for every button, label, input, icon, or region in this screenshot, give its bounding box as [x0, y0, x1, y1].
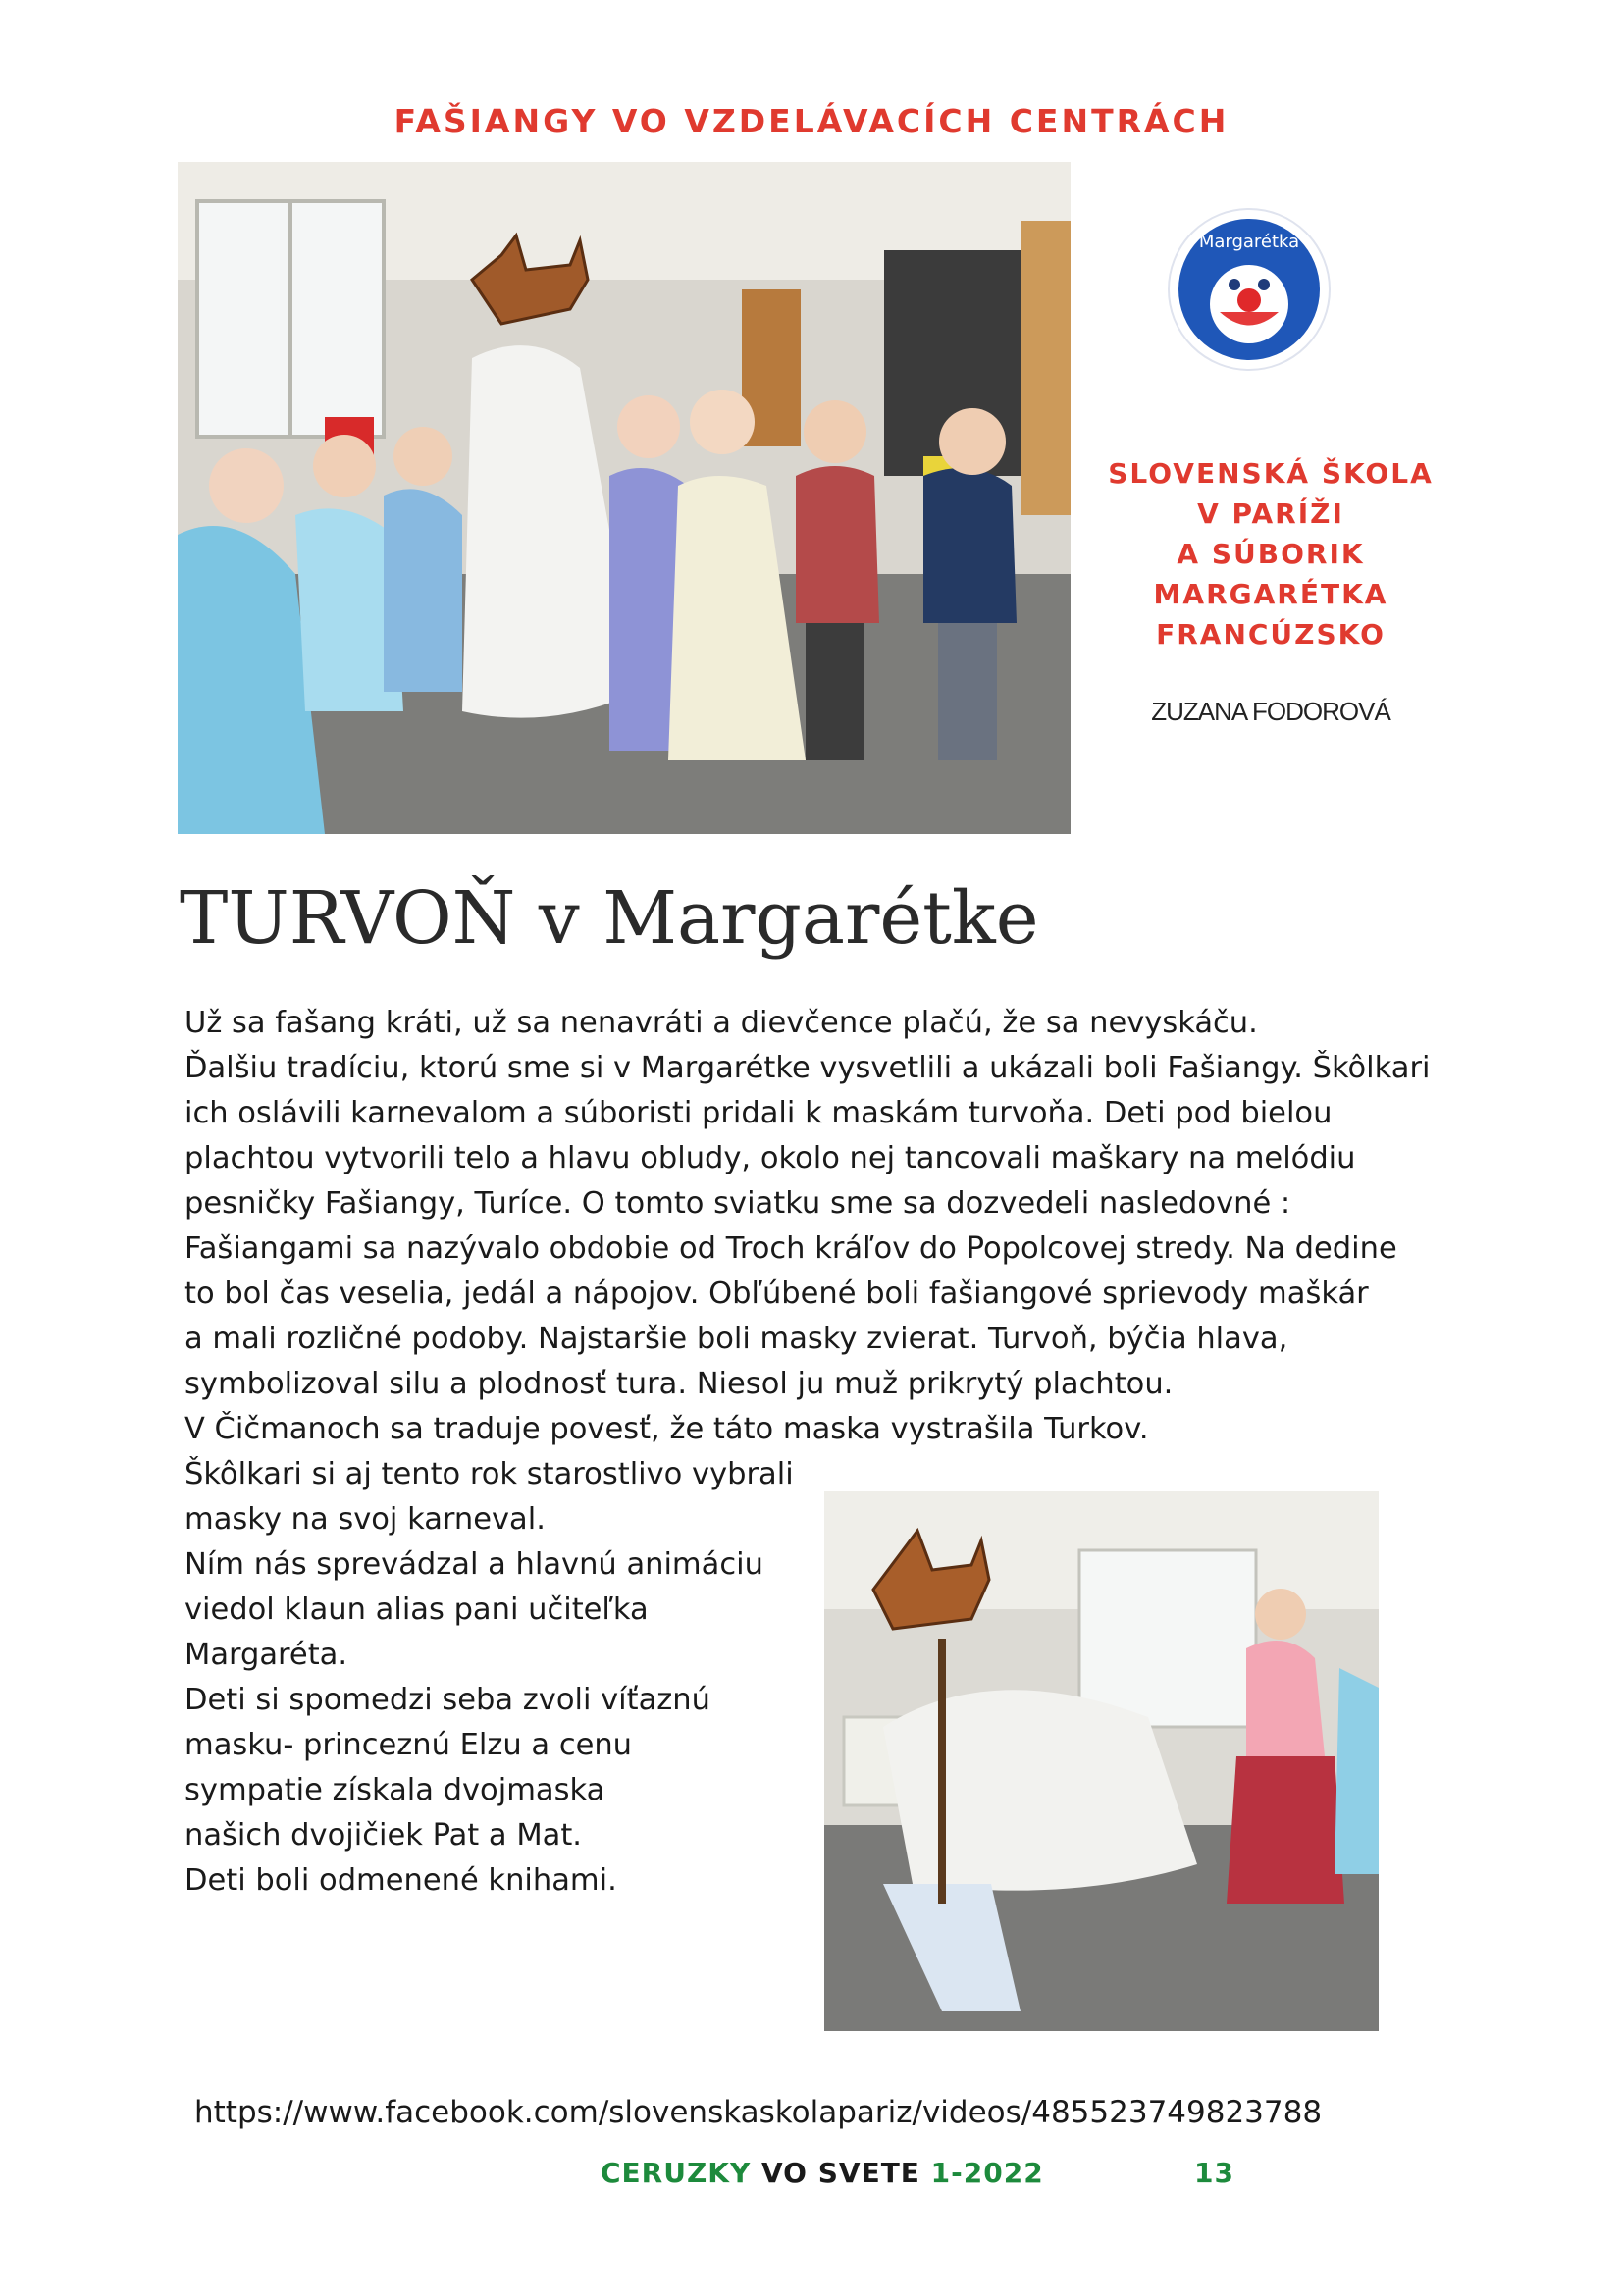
article-body [184, 1001, 1460, 1452]
body-line: symbolizoval silu a plodnosť tura. Niesol ju muž prikrytý plachtou. [184, 1367, 1174, 1401]
video-link[interactable]: https://www.facebook.com/slovenskaskolapariz/videos/485523749823788 [194, 2095, 1323, 2130]
section-title: FAŠIANGY VO VZDELÁVACÍCH CENTRÁCH [393, 102, 1230, 140]
page-number: 13 [1194, 2157, 1234, 2189]
magazine-name-green: CERUZKY [601, 2157, 752, 2189]
magazine-name-rest: VO SVETE [761, 2157, 920, 2189]
school-name-line: A SÚBORIK [1177, 538, 1365, 570]
body-line: sympatie získala dvojmaska [184, 1773, 605, 1807]
body-line: Margaréta. [184, 1638, 348, 1672]
body-line: plachtou vytvorili telo a hlavu obludy, okolo nej tancovali maškary na melódiu [184, 1141, 1356, 1175]
article-headline: TURVOŇ v Margarétke [180, 876, 1039, 961]
school-name-line: V PARÍŽI [1197, 497, 1344, 530]
body-line: ich oslávili karnevalom a súboristi pridali k maskám turvoňa. Deti pod bielou [184, 1096, 1333, 1130]
school-name [1089, 453, 1452, 654]
school-name-line: FRANCÚZSKO [1156, 618, 1386, 651]
body-line: viedol klaun alias pani učiteľka [184, 1592, 649, 1627]
body-line: Fašiangami sa nazývalo obdobie od Troch kráľov do Popolcovej stredy. Na dedine [184, 1231, 1397, 1266]
body-line: Ním nás sprevádzal a hlavnú animáciu [184, 1547, 763, 1582]
school-name-line: SLOVENSKÁ ŠKOLA [1108, 457, 1434, 490]
margaretka-logo [1166, 206, 1333, 373]
body-line: Deti boli odmenené knihami. [184, 1863, 617, 1898]
school-name-line: MARGARÉTKA [1153, 578, 1388, 610]
magazine-name [601, 2157, 1044, 2189]
body-line: Škôlkari si aj tento rok starostlivo vybrali [184, 1457, 794, 1491]
issue-number: 1-2022 [930, 2157, 1044, 2189]
body-line: pesničky Fašiangy, Turíce. O tomto sviatku sme sa dozvedeli nasledovné : [184, 1186, 1291, 1221]
body-line: masku- princeznú Elzu a cenu [184, 1728, 633, 1762]
body-line: a mali rozličné podoby. Najstaršie boli masky zvierat. Turvoň, býčia hlava, [184, 1322, 1288, 1356]
body-line: V Čičmanoch sa traduje povesť, že táto maska vystrašila Turkov. [184, 1412, 1149, 1446]
body-line: to bol čas veselia, jedál a nápojov. Obľúbené boli fašiangové sprievody maškár [184, 1277, 1369, 1311]
body-line: masky na svoj karneval. [184, 1502, 546, 1537]
svg-text:Margarétka: Margarétka [1198, 232, 1300, 252]
author-name: ZUZANA FODOROVÁ [1151, 697, 1390, 726]
turvon-dance-photo [824, 1491, 1379, 2031]
body-line: našich dvojičiek Pat a Mat. [184, 1818, 582, 1852]
page-footer [0, 2157, 1623, 2196]
body-line: Deti si spomedzi seba zvoli víťaznú [184, 1683, 710, 1717]
body-line: Ďalšiu tradíciu, ktorú sme si v Margarétke vysvetlili a ukázali boli Fašiangy. Škôlkari [184, 1051, 1431, 1085]
body-line: Už sa fašang kráti, už sa nenavráti a dievčence plačú, že sa nevyskáču. [184, 1006, 1258, 1040]
carnival-group-photo [178, 162, 1071, 834]
article-body-continued [184, 1452, 812, 1904]
